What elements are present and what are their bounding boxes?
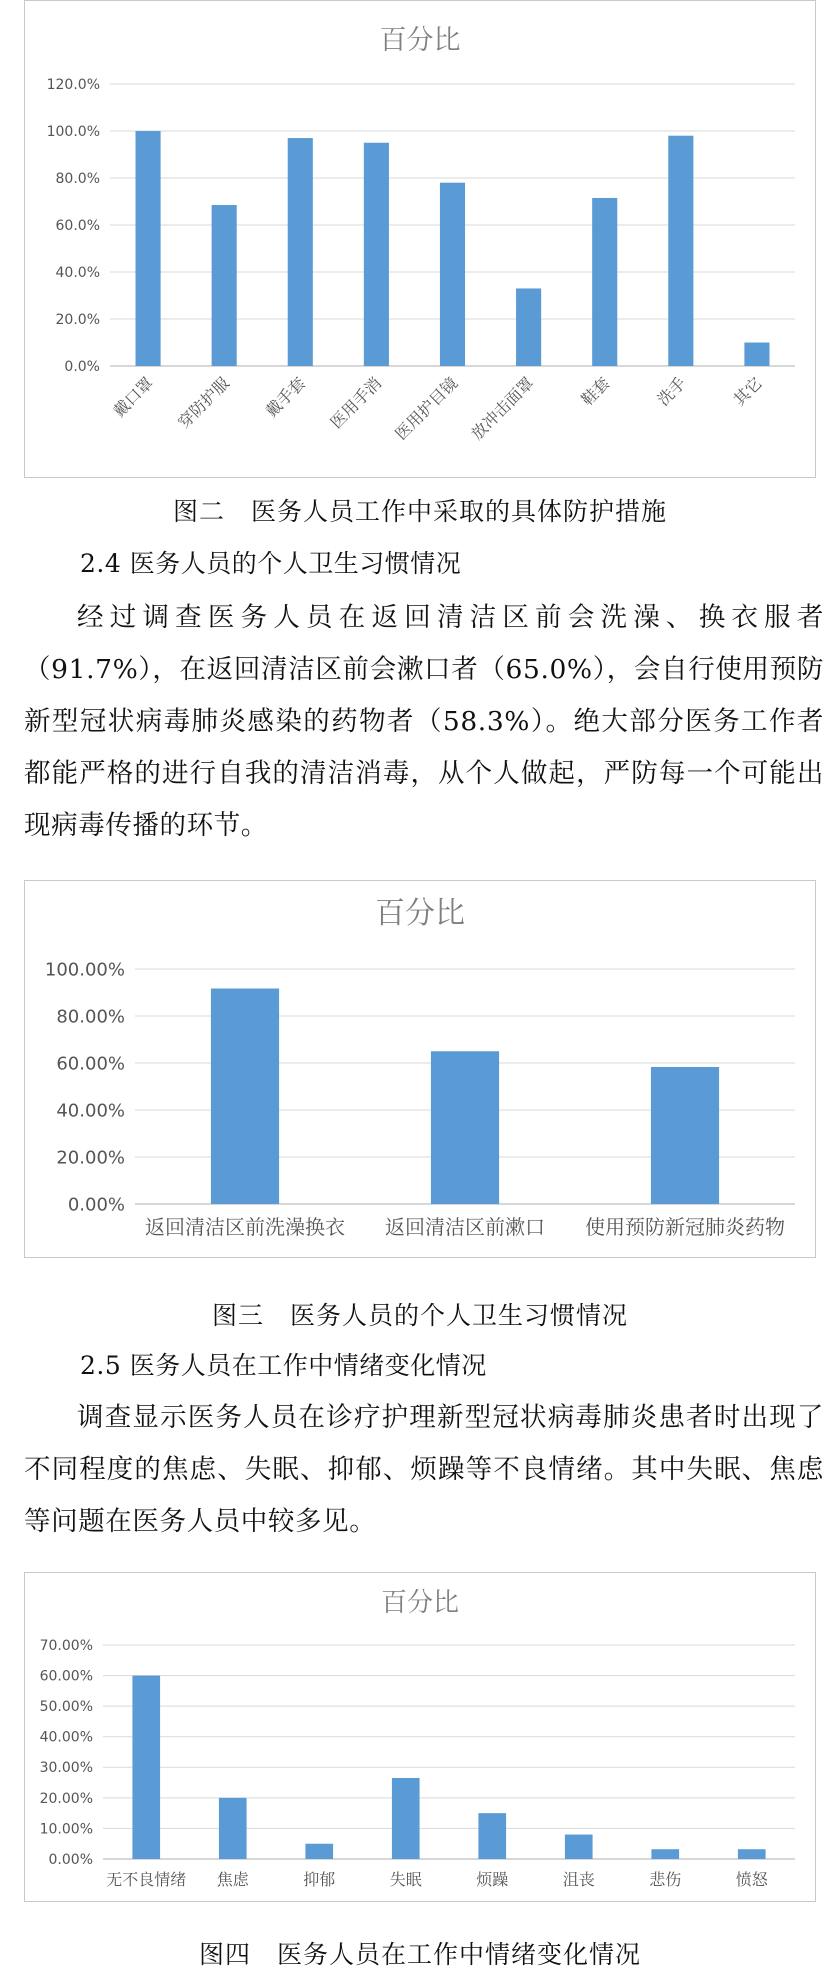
chart2-ytick-label: 20.00%	[56, 1147, 125, 1169]
chart1-category-label: 放冲击面罩	[467, 373, 538, 444]
chart1-bar	[288, 138, 313, 366]
chart2-ytick-label: 100.00%	[44, 959, 125, 981]
chart1-ytick-label: 120.0%	[46, 76, 100, 93]
chart3-bar	[392, 1778, 420, 1859]
figure-caption-3: 图三 医务人员的个人卫生习惯情况	[211, 1301, 628, 1330]
chart3-ytick-label: 10.00%	[39, 1821, 93, 1838]
chart3-bar	[651, 1849, 679, 1859]
section-body-2-5: 调查显示医务人员在诊疗护理新型冠状病毒肺炎患者时出现了不同程度的焦虑、失眠、抑郁、烦躁等不良情绪。其中失眠、焦虑等问题在医务人员中较多见。	[24, 1402, 824, 1537]
chart3-bar	[219, 1798, 247, 1859]
chart1-ytick-label: 60.0%	[55, 217, 100, 234]
chart3-category-label: 焦虑	[216, 1870, 249, 1889]
chart3-ytick-label: 0.00%	[48, 1851, 93, 1868]
chart3-category-label: 烦躁	[476, 1870, 509, 1889]
chart3-ytick-label: 60.00%	[39, 1668, 93, 1685]
chart1-bar	[516, 288, 541, 366]
chart3-ytick-label: 30.00%	[39, 1760, 93, 1777]
chart3-category-label: 抑郁	[303, 1870, 336, 1889]
chart1-category-label: 其它	[729, 373, 766, 410]
chart3-bar	[738, 1849, 766, 1859]
chart2-category-label: 返回清洁区前洗澡换衣	[145, 1215, 345, 1239]
chart2-ytick-label: 60.00%	[56, 1053, 125, 1075]
chart1-bar	[668, 136, 693, 366]
chart1-category-label: 戴手套	[261, 373, 310, 421]
chart3-category-label: 沮丧	[562, 1870, 595, 1889]
section-heading-2-4: 2.4 医务人员的个人卫生习惯情况	[80, 549, 462, 578]
chart3-title: 百分比	[380, 1588, 460, 1618]
section-heading-2-5: 2.5 医务人员在工作中情绪变化情况	[80, 1351, 487, 1380]
chart1-ytick-label: 100.0%	[46, 123, 100, 140]
chart3-category-label: 愤怒	[735, 1870, 768, 1889]
chart-emotion-changes	[24, 1572, 816, 1902]
chart2-bar	[651, 1067, 719, 1204]
chart1-title: 百分比	[379, 25, 461, 56]
chart3-ytick-label: 50.00%	[39, 1699, 93, 1716]
chart1-ytick-label: 0.0%	[64, 358, 100, 375]
chart2-title: 百分比	[375, 896, 465, 931]
chart3-svg	[25, 1573, 815, 1901]
chart3-category-label: 失眠	[389, 1870, 422, 1889]
chart3-ytick-label: 70.00%	[39, 1637, 93, 1654]
chart2-ytick-label: 0.00%	[67, 1194, 125, 1216]
chart1-category-label: 洗手	[653, 373, 690, 410]
chart3-bar	[565, 1835, 593, 1859]
chart3-bar	[305, 1844, 333, 1859]
chart3-ytick-label: 40.00%	[39, 1729, 93, 1746]
chart1-bar	[135, 131, 160, 366]
chart2-category-label: 使用预防新冠肺炎药物	[585, 1215, 785, 1239]
chart1-bar	[440, 183, 465, 366]
chart-hygiene-habits	[24, 880, 816, 1258]
section-body-2-4: 经过调查医务人员在返回清洁区前会洗澡、换衣服者（91.7%），在返回清洁区前会漱口者（65.0%），会自行使用预防新型冠状病毒肺炎感染的药物者（58.3%）。绝大部分医务工作者都能严格的进行自我的清洁消毒，从个人做起，严防每一个可能出现病毒传播的环节。	[24, 602, 824, 841]
chart2-bar	[431, 1051, 499, 1204]
chart1-category-label: 医用护目镜	[391, 373, 462, 444]
chart3-category-label: 悲伤	[649, 1870, 682, 1889]
chart3-ytick-label: 20.00%	[39, 1790, 93, 1807]
chart1-ytick-label: 40.0%	[55, 264, 100, 281]
chart1-category-label: 穿防护服	[174, 373, 233, 433]
chart3-category-label: 无不良情绪	[106, 1870, 187, 1889]
chart-protective-measures	[24, 0, 816, 478]
chart1-bar	[212, 205, 237, 366]
chart1-bar	[592, 198, 617, 366]
chart2-ytick-label: 80.00%	[56, 1006, 125, 1028]
chart1-category-label: 医用手消	[326, 373, 386, 433]
chart3-bar	[132, 1676, 160, 1859]
chart2-svg	[25, 881, 815, 1257]
chart2-category-label: 返回清洁区前漱口	[385, 1215, 545, 1239]
chart1-svg	[25, 1, 815, 477]
chart2-ytick-label: 40.00%	[56, 1100, 125, 1122]
chart2-bar	[211, 989, 279, 1204]
chart1-ytick-label: 80.0%	[55, 170, 100, 187]
chart1-ytick-label: 20.0%	[55, 311, 100, 328]
chart3-bar	[478, 1813, 506, 1859]
chart1-category-label: 鞋套	[577, 373, 614, 410]
chart1-bar	[744, 343, 769, 367]
chart1-bar	[364, 143, 389, 366]
figure-caption-4: 图四 医务人员在工作中情绪变化情况	[198, 1940, 641, 1969]
figure-caption-2: 图二 医务人员工作中采取的具体防护措施	[172, 497, 667, 526]
chart1-category-label: 戴口罩	[109, 373, 157, 421]
